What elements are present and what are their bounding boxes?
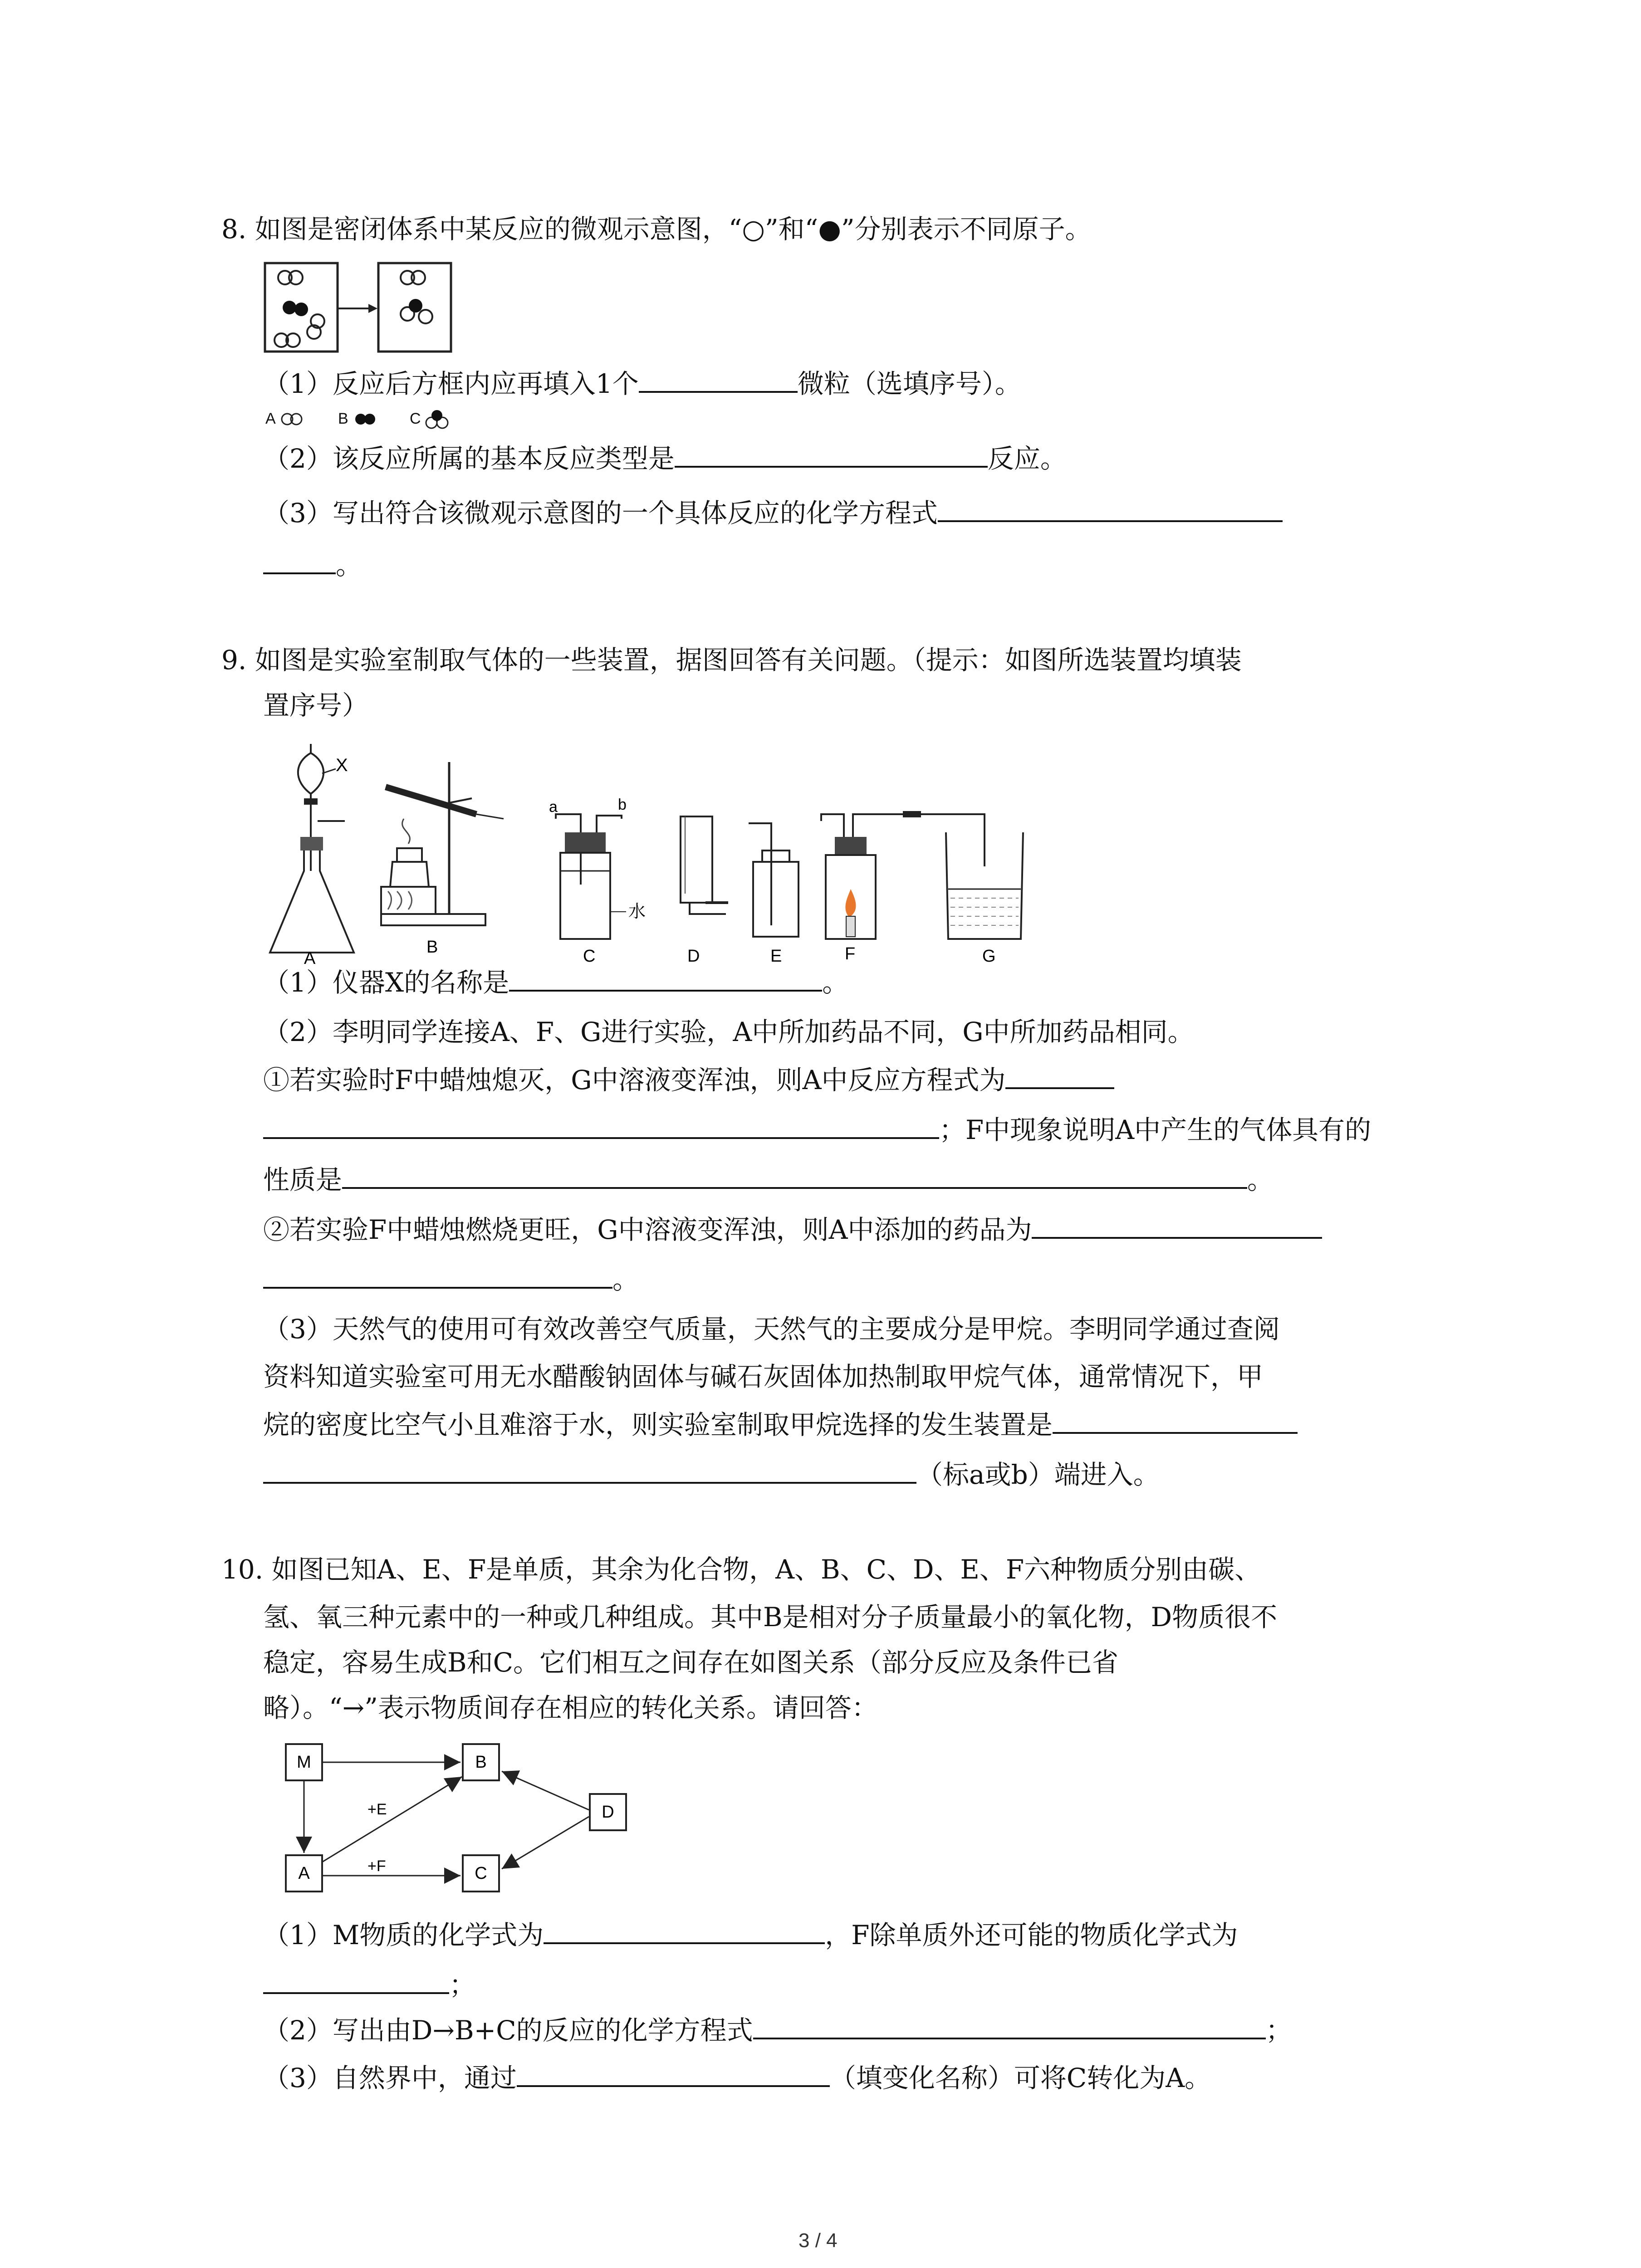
q10-part1-mid: ，F除单质外还可能的物质化学式为 [825,1920,1238,1950]
q8-micro-diagram [263,259,454,358]
q8-part1-prompt: （1）反应后方框内应再填入1个 [263,368,639,399]
label-F: F [845,944,856,963]
q8-option-a-molecule [278,411,310,427]
label-x: X [336,755,348,775]
apparatus-a [270,744,354,953]
q8-part3 [263,497,1283,529]
label-water: 水 [628,901,646,921]
label-b: b [618,796,627,813]
q9-part3-collect-blank[interactable] [263,1458,916,1484]
q8-part3-cont [263,549,362,581]
q8-part3-answer-blank[interactable] [938,497,1283,522]
q9-part3-end: （标a或b）端进入。 [916,1459,1160,1490]
q9-sub1-line2 [263,1114,1371,1146]
q8-part3-answer-blank-2[interactable] [263,549,336,574]
q9-sub1-property-blank[interactable] [342,1163,1247,1189]
label-E: E [770,947,782,966]
q9-part1 [263,966,848,998]
node-c-label: C [475,1864,487,1883]
q9-part3-device-blank[interactable] [1053,1408,1298,1434]
node-m-label: M [297,1753,311,1772]
q10-part1-line2 [263,1969,475,2001]
label-A: A [304,949,316,966]
q10-stem-line3: 稳定，容易生成B和C。它们相互之间存在如图关系（部分反应及条件已省 [263,1647,1119,1678]
q8-part2-suffix: 反应。 [987,443,1067,474]
q8-part2 [263,442,1067,474]
q9-part3-line3 [263,1408,1298,1441]
page-number: 3 / 4 [798,2229,838,2252]
q9-sub1-prompt: ①若实验时F中蜡烛熄灭，G中溶液变浑浊，则A中反应方程式为 [263,1065,1006,1095]
q9-sub1-property-prompt: 性质是 [263,1164,343,1195]
node-a-label: A [298,1864,310,1883]
q9-part3-line1: （3）天然气的使用可有效改善空气质量，天然气的主要成分是甲烷。李明同学通过查阅 [263,1314,1280,1344]
q8-option-c-molecule [423,408,455,430]
q10-part3-suffix: （填变化名称）可将C转化为A。 [829,2063,1211,2093]
q10-part1-m-blank[interactable] [544,1919,825,1944]
q9-sub1-answer-blank[interactable] [1005,1064,1114,1089]
q9-sub1-mid: ；F中现象说明A中产生的气体具有的 [939,1114,1372,1145]
q8-part1-suffix: 微粒（选填序号）。 [797,368,1021,399]
q9-sub2-answer-blank[interactable] [1032,1213,1322,1239]
q10-part1-end: ； [449,1970,476,2000]
q9-part3-line2: 资料知道实验室可用无水醋酸钠固体与碱石灰固体加热制取甲烷气体，通常情况下，甲 [263,1361,1264,1392]
q10-stem-line1: 10. 如图已知A、E、F是单质，其余为化合物，A、B、C、D、E、F六种物质分别由碳、 [221,1554,1261,1585]
q9-stem-line2: 置序号） [263,690,369,721]
q9-part1-answer-blank[interactable] [509,966,822,992]
q8-options [265,408,492,431]
label-B: B [426,938,438,957]
q9-part1-end: 。 [822,967,849,998]
q10-part1-f-blank[interactable] [263,1969,449,1994]
q9-apparatus-figure [259,735,1039,966]
q8-part1-answer-blank[interactable] [639,367,798,393]
apparatus-f [821,811,921,939]
q10-part1-prompt: （1）M物质的化学式为 [263,1920,544,1950]
q9-stem-line1: 9. 如图是实验室制取气体的一些装置，据图回答有关问题。（提示：如图所选装置均填装 [221,645,1242,675]
apparatus-g [921,814,1023,939]
q10-part3-blank[interactable] [517,2062,830,2087]
label-D: D [687,947,700,966]
q9-sub1 [263,1064,1114,1096]
q9-sub2 [263,1213,1322,1246]
q9-sub1-end: 。 [1247,1164,1274,1195]
q10-part3 [263,2062,1211,2094]
label-C: C [583,947,596,966]
q9-sub1-answer-blank-2[interactable] [263,1114,939,1139]
q9-part1-prompt: （1）仪器X的名称是 [263,967,509,998]
q9-sub2-answer-blank-2[interactable] [263,1263,612,1289]
q10-part2 [263,2014,1292,2046]
q9-part3-line4 [263,1458,1160,1491]
node-b-label: B [475,1753,487,1772]
q8-option-a-label: A [265,410,276,427]
q8-option-b-molecule [352,411,383,427]
q10-relation-diagram [277,1740,640,1903]
label-G: G [982,947,996,966]
q8-option-c-label: C [410,410,421,427]
apparatus-e [749,823,798,937]
q8-part2-answer-blank[interactable] [675,442,988,468]
q10-part3-prompt: （3）自然界中，通过 [263,2063,517,2093]
q9-sub2-end: 。 [612,1264,639,1295]
apparatus-c [549,796,646,939]
q8-part2-prompt: （2）该反应所属的基本反应类型是 [263,443,675,474]
q10-part2-end: ； [1265,2015,1292,2046]
edge-plus-e-label: +E [367,1801,387,1818]
q9-sub2-prompt: ②若实验F中蜡烛燃烧更旺，G中溶液变浑浊，则A中添加的药品为 [263,1214,1032,1245]
node-d-label: D [602,1803,614,1822]
q8-part3-end: 。 [336,550,362,581]
q9-part2: （2）李明同学连接A、F、G进行实验，A中所加药品不同，G中所加药品相同。 [263,1017,1194,1047]
label-a: a [549,798,558,816]
q10-part2-equation-blank[interactable] [753,2014,1266,2039]
q8-part3-prompt: （3）写出符合该微观示意图的一个具体反应的化学方程式 [263,498,938,528]
q8-option-b-label: B [338,410,348,427]
q10-part2-prompt: （2）写出由D→B+C的反应的化学方程式 [263,2015,753,2046]
q8-part1 [263,367,1021,400]
apparatus-b [381,762,504,925]
q9-sub1-line3 [263,1163,1274,1196]
q8-stem: 8. 如图是密闭体系中某反应的微观示意图，“○”和“●”分别表示不同原子。 [221,214,1092,244]
q10-part1 [263,1919,1238,1951]
q10-stem-line4: 略）。“→”表示物质间存在相应的转化关系。请回答： [263,1692,878,1723]
apparatus-d [681,816,728,914]
edge-plus-f-label: +F [367,1857,386,1875]
q9-part3-prompt: 烷的密度比空气小且难溶于水，则实验室制取甲烷选择的发生装置是 [263,1409,1053,1440]
q10-stem-line2: 氢、氧三种元素中的一种或几种组成。其中B是相对分子质量最小的氧化物，D物质很不 [263,1602,1278,1633]
q9-sub2-line2 [263,1263,639,1295]
